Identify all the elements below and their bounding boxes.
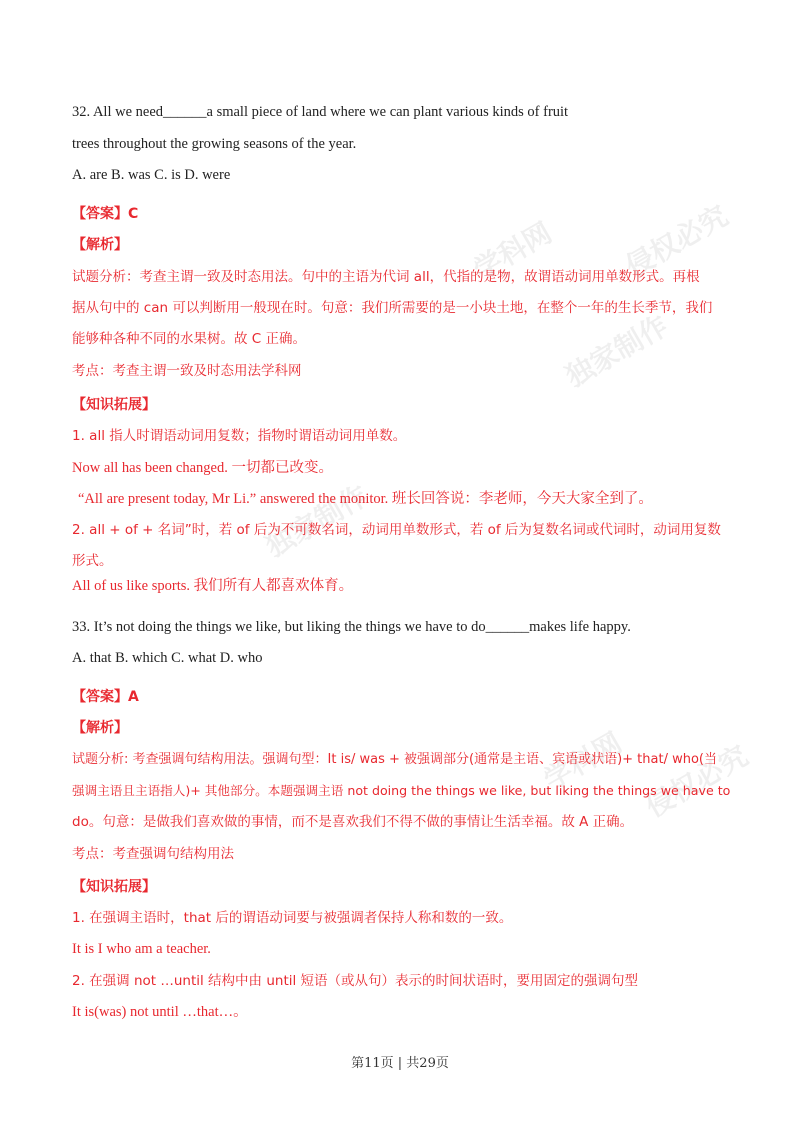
kaodian-33: 考点：考查强调句结构用法	[72, 846, 234, 862]
analysis-33-line2: 强调主语且主语指人)+ 其他部分。本题强调主语 not doing the things we like, but liking the things we have to	[72, 783, 731, 798]
watermark: 学科网	[468, 216, 558, 287]
question-32-options: A. are B. was C. is D. were	[72, 167, 231, 183]
extension-32-example3: All of us like sports. 我们所有人都喜欢体育。	[72, 578, 354, 594]
extension-33-item1: 1. 在强调主语时，that 后的谓语动词要与被强调者保持人称和数的一致。	[72, 910, 513, 926]
question-33-options: A. that B. which C. what D. who	[72, 650, 263, 666]
watermark: 学科网	[538, 726, 628, 797]
answer-32: 【答案】C	[72, 206, 139, 222]
extension-33-item2-line1: 2. 在强调 not …until 结构中由 until 短语（或从句）表示的时间状语时，要用固定的强调句型	[72, 973, 639, 989]
question-33-line1: 33. It’s not doing the things we like, but liking the things we have to do______makes life happy.	[72, 619, 631, 635]
extension-32-example2: “All are present today, Mr Li.” answered the monitor. 班长回答说：李老师，今天大家全到了。	[78, 491, 653, 507]
watermark: 独家制作	[560, 309, 674, 394]
extension-header-33: 【知识拓展】	[72, 879, 156, 895]
analysis-32-line3: 能够种各种不同的水果树。故 C 正确。	[72, 331, 307, 347]
analysis-32-line2: 据从句中的 can 可以判断用一般现在时。句意：我们所需要的是一小块土地，在整个一年的生长季节，我们	[72, 300, 713, 316]
answer-33: 【答案】A	[72, 689, 139, 705]
watermark: 侵权必究	[640, 739, 754, 824]
analysis-32-line1: 试题分析：考查主谓一致及时态用法。句中的主语为代词 all，代指的是物，故谓语动词用单数形式。再根	[72, 269, 700, 285]
extension-header-32: 【知识拓展】	[72, 397, 156, 413]
analysis-33-line1: 试题分析: 考查强调句结构用法。强调句型：It is/ was + 被强调部分(通常是主语、宾语或状语)+ that/ who(当	[72, 752, 717, 767]
watermark: 独家制作	[260, 479, 374, 564]
extension-33-example1: It is I who am a teacher.	[72, 941, 211, 957]
extension-33-item2-line2: It is(was) not until …that…。	[72, 1004, 248, 1020]
watermark: 侵权必究	[620, 199, 734, 284]
page-footer: 第11页 | 共29页	[351, 1056, 449, 1071]
question-32-line2: trees throughout the growing seasons of the year.	[72, 136, 357, 152]
analysis-header-32: 【解析】	[72, 237, 128, 253]
extension-32-example1: Now all has been changed. 一切都已改变。	[72, 460, 333, 476]
analysis-33-line3: do。句意：是做我们喜欢做的事情，而不是喜欢我们不得不做的事情让生活幸福。故 A 正确。	[72, 814, 634, 830]
extension-32-item1: 1. all 指人时谓语动词用复数；指物时谓语动词用单数。	[72, 428, 407, 444]
extension-32-item2-line1: 2. all + of + 名词”时，若 of 后为不可数名词，动词用单数形式，若 of 后为复数名词或代词时，动词用复数	[72, 522, 721, 538]
question-32-line1: 32. All we need______a small piece of land where we can plant various kinds of fruit	[72, 104, 569, 120]
extension-32-item2-line2: 形式。	[72, 553, 113, 569]
analysis-header-33: 【解析】	[72, 720, 128, 736]
kaodian-32: 考点：考查主谓一致及时态用法学科网	[72, 363, 302, 379]
